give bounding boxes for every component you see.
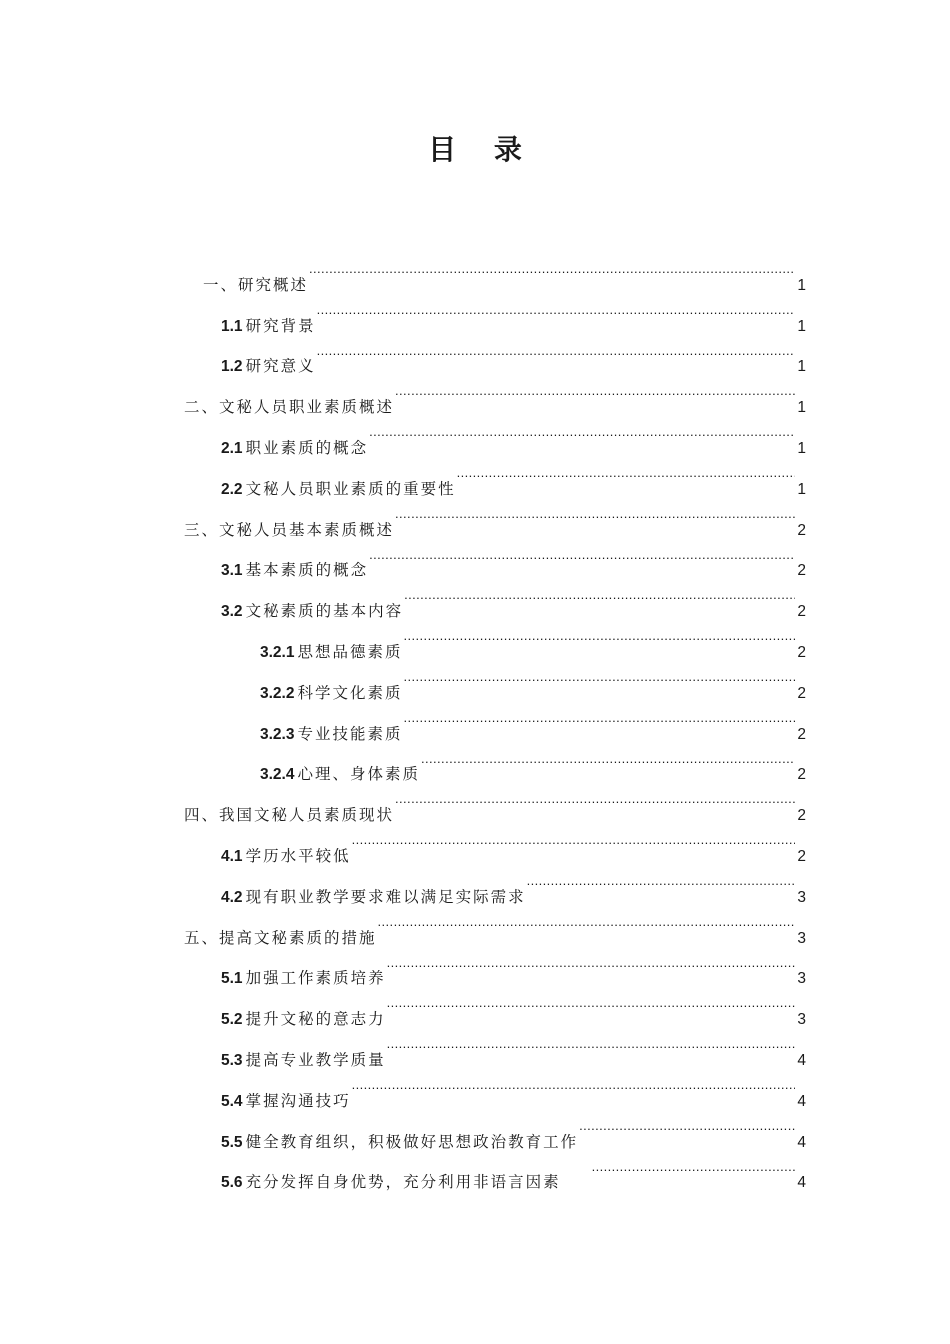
- toc-dot-leader: [352, 1065, 796, 1106]
- toc-entry[interactable]: [221, 331, 806, 376]
- toc-dot-leader: [404, 698, 796, 739]
- toc-dot-leader: [395, 494, 795, 535]
- toc-dot-leader: [387, 983, 796, 1024]
- toc-entry-number: 5.5: [221, 1133, 243, 1151]
- toc-entry-title: 掌握沟通技巧: [245, 1091, 351, 1110]
- toc-entry[interactable]: [221, 1024, 806, 1069]
- toc-entry-number: 5.6: [221, 1174, 243, 1192]
- toc-entry-title: 加强工作素质培养: [245, 969, 386, 988]
- toc-dot-leader: [395, 779, 795, 820]
- toc-entry-number: 5.2: [221, 1011, 243, 1029]
- toc-page-number: 3: [797, 970, 806, 988]
- toc-entry[interactable]: [221, 1147, 806, 1192]
- page-title: 目 录: [428, 133, 536, 166]
- toc-page-number: 2: [797, 725, 806, 743]
- toc-dot-leader: [592, 1147, 796, 1188]
- toc-entry-number: 1.1: [221, 317, 243, 335]
- toc-entry[interactable]: [221, 983, 806, 1029]
- toc-entry-title: 健全教育组织，积极做好思想政治教育工作: [245, 1132, 579, 1151]
- toc-page-number: 1: [797, 317, 806, 335]
- toc-entry-title: 专业技能素质: [297, 724, 403, 743]
- toc-dot-leader: [404, 657, 796, 698]
- toc-entry[interactable]: [221, 1065, 806, 1110]
- toc-page-number: 1: [797, 358, 806, 376]
- toc-entry-number: 3.2.4: [260, 766, 295, 784]
- toc-entry-title: 心理、身体素质: [297, 765, 420, 784]
- toc-entry[interactable]: [184, 371, 806, 417]
- toc-entry-title: 提高专业教学质量: [245, 1050, 386, 1069]
- toc-dot-leader: [309, 249, 795, 290]
- toc-entry-number: 4.2: [221, 888, 243, 906]
- toc-entry-number: 5.1: [221, 970, 243, 988]
- toc-entry-number: 3.2.3: [260, 725, 295, 743]
- toc-entry-title: 三、文秘人员基本素质概述: [184, 520, 395, 539]
- toc-entry[interactable]: [260, 657, 806, 702]
- toc-entry[interactable]: [221, 453, 806, 498]
- toc-entry-title: 五、提高文秘素质的措施: [184, 928, 377, 947]
- toc-dot-leader: [404, 616, 796, 657]
- toc-page-number: 4: [797, 1051, 806, 1069]
- toc-entry-number: 3.2: [221, 603, 243, 621]
- toc-entry[interactable]: [221, 820, 806, 865]
- toc-entry-title: 基本素质的概念: [245, 561, 369, 580]
- toc-page-number: 2: [797, 521, 806, 539]
- toc-entry-title: 研究背景: [245, 316, 316, 335]
- toc-entry[interactable]: [184, 902, 806, 947]
- toc-page-number: 4: [797, 1133, 806, 1151]
- toc-page-number: 2: [797, 643, 806, 661]
- toc-entry[interactable]: [184, 779, 806, 825]
- toc-entry-number: 1.2: [221, 358, 243, 376]
- toc-page-number: 1: [797, 439, 806, 457]
- toc-page-number: 1: [797, 276, 806, 294]
- toc-dot-leader: [378, 902, 796, 943]
- toc-entry-title: 现有职业教学要求难以满足实际需求: [245, 887, 526, 906]
- toc-entry-title: 研究意义: [245, 357, 316, 376]
- toc-entry[interactable]: [184, 494, 806, 539]
- toc-entry-number: 2.2: [221, 480, 243, 498]
- toc-entry-number: 2.1: [221, 439, 243, 457]
- toc-entry-title: 学历水平较低: [245, 846, 351, 865]
- toc-entry[interactable]: [221, 1106, 806, 1151]
- toc-page-number: 1: [797, 480, 806, 498]
- toc-entry-number: 5.4: [221, 1092, 243, 1110]
- toc-entry[interactable]: [221, 861, 806, 906]
- toc-dot-leader: [369, 535, 795, 576]
- toc-entry[interactable]: [221, 535, 806, 580]
- toc-page-number: 3: [797, 929, 806, 947]
- toc-entry-number: 4.1: [221, 847, 243, 865]
- toc-page-number: 3: [797, 888, 806, 906]
- toc-entry[interactable]: [260, 739, 806, 784]
- toc-entry-title: 一、研究概述: [203, 275, 309, 294]
- toc-entry[interactable]: [221, 290, 806, 335]
- toc-entry-title: 提升文秘的意志力: [245, 1010, 386, 1029]
- toc-page-number: 2: [797, 807, 806, 825]
- toc-entry-title: 文秘素质的基本内容: [245, 602, 404, 621]
- toc-entry[interactable]: [260, 616, 806, 661]
- toc-entry[interactable]: [221, 575, 806, 621]
- toc-dot-leader: [457, 453, 796, 494]
- toc-dot-leader: [404, 575, 795, 616]
- toc-page-number: 2: [797, 562, 806, 580]
- toc-entry-title: 四、我国文秘人员素质现状: [184, 806, 395, 825]
- toc-entry-title: 职业素质的概念: [245, 438, 369, 457]
- toc-entry[interactable]: [221, 943, 806, 988]
- toc-entry[interactable]: [221, 412, 806, 457]
- toc-dot-leader: [527, 861, 796, 902]
- toc-dot-leader: [317, 290, 796, 331]
- toc-entry-title: 科学文化素质: [297, 683, 403, 702]
- toc-entry-number: 3.2.1: [260, 643, 295, 661]
- toc-page-number: 2: [797, 847, 806, 865]
- toc-entry-title: 文秘人员职业素质的重要性: [245, 479, 456, 498]
- toc-page-number: 2: [797, 684, 806, 702]
- toc-page-number: 3: [797, 1011, 806, 1029]
- toc-entry[interactable]: [203, 249, 806, 294]
- toc-entry-number: 5.3: [221, 1051, 243, 1069]
- toc-page-number: 2: [797, 766, 806, 784]
- toc-page-number: 4: [797, 1092, 806, 1110]
- toc-dot-leader: [387, 1024, 796, 1065]
- toc-entry-title: 二、文秘人员职业素质概述: [184, 398, 395, 417]
- toc-entry-title: 思想品德素质: [297, 642, 403, 661]
- toc-dot-leader: [421, 739, 795, 780]
- toc-entry-number: 3.2.2: [260, 684, 295, 702]
- toc-entry[interactable]: [260, 698, 806, 743]
- toc-page-number: 1: [797, 399, 806, 417]
- toc-page-number: 4: [797, 1174, 806, 1192]
- toc-entry-title: 充分发挥自身优势，充分利用非语言因素: [245, 1173, 561, 1192]
- toc-entry-number: 3.1: [221, 562, 243, 580]
- toc-page-number: 2: [797, 603, 806, 621]
- toc-dot-leader: [579, 1106, 795, 1147]
- toc-dot-leader: [395, 371, 795, 412]
- toc-dot-leader: [317, 331, 796, 372]
- toc-dot-leader: [387, 943, 796, 984]
- toc-dot-leader: [352, 820, 796, 861]
- toc-dot-leader: [369, 412, 795, 453]
